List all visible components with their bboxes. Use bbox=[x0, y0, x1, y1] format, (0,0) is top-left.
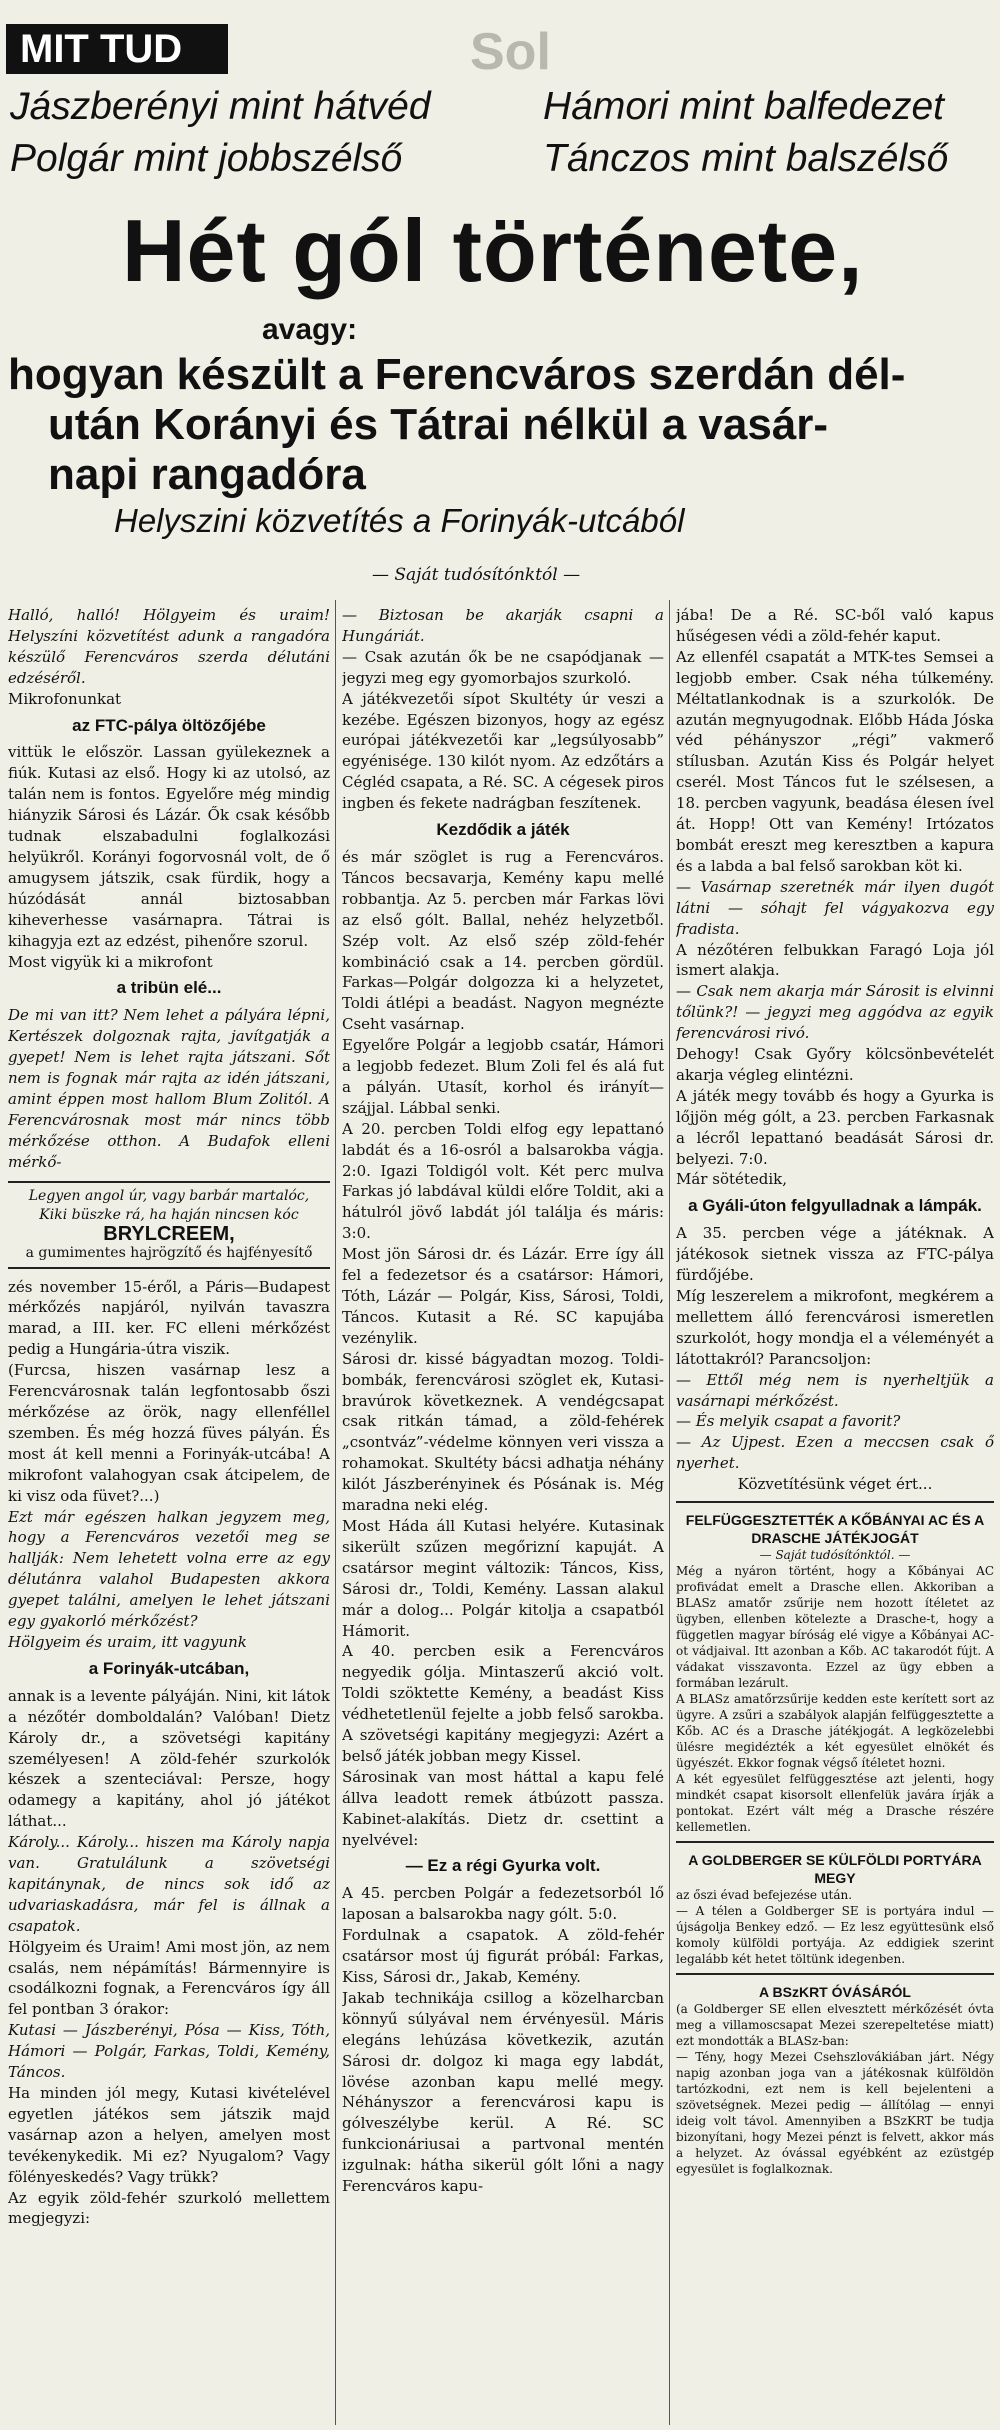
ad-line: Legyen angol úr, vagy barbár martalóc, bbox=[28, 1187, 310, 1204]
paragraph: Már sötétedik, bbox=[676, 1170, 788, 1189]
section-heading: a Gyáli-úton felgyulladnak a lámpák. bbox=[688, 1196, 982, 1216]
section-heading: a tribün elé... bbox=[116, 978, 222, 998]
paragraph: De mi van itt? Nem lehet a pályára lépni, Kertészek dolgoznak rajta, javítgatják a gyepet! Nem is lehet rajta játszani. Sőt nem is fognak már rajta az idén játszani, amint éppen most hallom Blum Zolitól. A Ferencvárosnak most már nincs több mérkőzése otthon. A Budafok elleni mérkő- bbox=[8, 1006, 330, 1171]
news-box-title: A BSzKRT ÓVÁSÁRÓL bbox=[759, 1984, 911, 2001]
paragraph: — Biztosan be akarják csapni a Hungáriát. bbox=[342, 606, 664, 645]
paragraph: — Ettől még nem is nyerheltjük a vasárnapi mérkőzést. bbox=[676, 1370, 994, 1410]
paragraph: Az egyik zöld-fehér szurkoló mellettem megjegyzi: bbox=[8, 2188, 330, 2228]
headline-avagy: avagy: bbox=[262, 313, 358, 346]
section-heading: Kezdődik a játék bbox=[436, 820, 570, 840]
brylcreem-advertisement bbox=[8, 1181, 330, 1269]
headline-subtitle bbox=[8, 350, 990, 500]
paragraph: A játék megy tovább és hogy a Gyurka is lőjjön még gólt, a 23. percben Farkasnak a lécről lepattanó beadását Sárosi dr. belyezi. 7:0. bbox=[676, 1086, 994, 1168]
subline-left-2: Polgár mint jobbszélső bbox=[10, 137, 403, 180]
paragraph: Hölgyeim és Uraim! Ami most jön, az nem csalás, nem népámítás! Bármennyire is csodálkozni fognak, a Ferencváros így áll fel pontban 3 órakor: bbox=[8, 1937, 330, 2019]
paragraph: annak is a levente pályáján. Nini, kit látok a nézőtér domboldalán? Valóban! Dietz Károly dr., a szövetségi kapitány személyesen! A zöld-fehér szurkolók készek a szenteciával: Persze, hogy odamegy a kapitány, ahol jó játékot láthat... bbox=[8, 1686, 330, 1831]
subtitle-line: hogyan készült a Ferencváros szerdán dél- bbox=[8, 350, 906, 399]
article-column-3 bbox=[676, 605, 994, 2420]
headline-title: Hét gól története, bbox=[122, 201, 864, 300]
news-box-title: A GOLDBERGER SE KÜLFÖLDI PORTYÁRA MEGY bbox=[688, 1852, 982, 1887]
section-heading: — Ez a régi Gyurka volt. bbox=[405, 1856, 601, 1876]
paragraph: Fordulnak a csapatok. A zöld-fehér csatársor most új figurát próbál: Farkas, Kiss, Sárosi dr., Jakab, Kemény. bbox=[342, 1926, 664, 1986]
paragraph: Közvetítésünk véget ért... bbox=[737, 1475, 933, 1494]
paragraph: Károly... Károly... hiszen ma Károly napja van. Gratulálunk a szövetségi kapitánynak, de nincs sok idő az udvariaskadásra, már fel is állnak a csapatok. bbox=[8, 1833, 330, 1935]
news-box-paragraph: az őszi évad befejezése után. bbox=[676, 1888, 853, 1903]
paragraph: A 40. percben esik a Ferencváros negyedik gólja. Mintaszerű akció volt. Toldi szöktette Kemény, a beadást Kiss védhetetlenül fejelte a jobb felső sarokba. A szövetségi kapitány megjegyzi: Azért a belső játék jobban megy Kissel. bbox=[342, 1642, 664, 1765]
paragraph: — Csak nem akarja már Sárosit is elvinni tőlünk?! — jegyzi meg aggódva az egyik ferencvárosi rivó. bbox=[676, 982, 994, 1043]
section-heading: a Forinyák-utcában, bbox=[88, 1658, 250, 1678]
column-divider bbox=[669, 600, 670, 2425]
subtitle-line: után Korányi és Tátrai nélkül a vasár- bbox=[48, 400, 829, 449]
subline-right-1: Hámori mint balfedezet bbox=[543, 85, 945, 128]
news-box-title: FELFÜGGESZTETTÉK A KŐBÁNYAI AC ÉS A DRASCHE JÁTÉKJOGÁT bbox=[685, 1512, 985, 1547]
news-box-paragraph: Még a nyáron történt, hogy a Kőbányai AC profivádat emelt a Drasche ellen. Akkoriban a BLASz amatőr zsűrije nem hozott ítéletet az ügyben, ellenben kötelezte a Drasche-t, hogy a független magyar bíróság elé vigye a Kőbányai AC-ot vádjaival. Itt azonban a Kőb. AC takarodót fújt. A vádakat visszavonta. Ezzel az ügy ebben a formában lezárult. bbox=[676, 1564, 994, 1691]
paragraph: A 20. percben Toldi elfog egy lepattanó labdát és a 16-osról a balsarokba vágja. 2:0. Igazi Toldigól volt. Két perc mulva Farkas jó labdával küldi előre Toldit, aki a hátulról jövő labdát jól találja és máris: 3:0. bbox=[342, 1119, 664, 1243]
news-box-byline: — Saját tudósítónktól. — bbox=[759, 1548, 911, 1563]
ad-brand: BRYLCREEM, bbox=[103, 1222, 235, 1245]
paragraph: Dehogy! Csak Győry kölcsönbevételét akarja végleg elintézni. bbox=[676, 1045, 994, 1084]
news-box-paragraph: — A télen a Goldberger SE is portyára indul — újságolja Benkey edző. — Ez lesz együttesünk első komoly külföldi portyája. Az eddigiek szerint legalább két hetet töltünk idegenben. bbox=[676, 1904, 994, 1967]
paragraph: Most Háda áll Kutasi helyére. Kutasinak sikerült szűzen megőrizní kapuját. A csatársor megint változik: Táncos, Kiss, Sárosi dr., Toldi, Kemény. Lassan alakul már a dolog... Polgár kitolja a csapatból Hámorit. bbox=[342, 1516, 664, 1640]
paragraph: vittük le először. Lassan gyülekeznek a fiúk. Kutasi az első. Hogy ki az utolsó, az talán nem is fontos. Egyelőre még mindig hiányzik Sárosi és Lázár. Ők csak később tudnak elszabadulni foglalkozási helyükről. Korányi fogorvosnál volt, de ő amugysem játszik, csak fürdik, hogy a húzódását annál biztosabban kiheverhesse vasárnapra. Tátrai is kihagyja ezt az edzést, pihenőre szorul. bbox=[8, 743, 330, 950]
paragraph: Halló, halló! Hölgyeim és uraim! Helyszíni közvetítést adunk a rangadóra készülő Ferencváros szerda délutáni edzéséről. bbox=[8, 606, 330, 687]
paragraph: Most vigyük ki a mikrofont bbox=[8, 952, 213, 971]
bleed-through-text: Sol bbox=[470, 23, 551, 81]
subline-left-1: Jászberényi mint hátvéd bbox=[10, 85, 431, 128]
ad-line: a gumimentes hajrögzítő és hajfényesítő bbox=[25, 1244, 313, 1261]
article-column-2 bbox=[342, 605, 664, 2420]
paragraph: A játékvezetői sípot Skultéty úr veszi a kezébe. Egészen bizonyos, hogy az egész európai játékvezetői kar „legsúlyosabb” egyénisége. 130 kilót nyom. Az edzőtárs a Cégléd csapata, a Ré. SC. A cégesek piros ingben és fekete nadrágban feszítenek. bbox=[342, 689, 664, 813]
news-box-paragraph: — Tény, hogy Mezei Csehszlovákiában járt. Négy napig azonban joga van a játékosnak külföldön tartózkodni, ezt nem is kell bejelenteni a szövetségnek. Mezei pedig — állítólag — ennyi ideig volt távol. Amennyiben a BSzKRT be tudja bizonyítani, hogy Mezei pénzt is felvett, akkor más a helyzet. Az óvással egyébként az ezüstgép egyesület is foglalkoznak. bbox=[676, 2050, 994, 2177]
subline-right-2: Tánczos mint balszélső bbox=[543, 137, 949, 180]
paragraph: — Vasárnap szeretnék már ilyen dugót látni — sóhajt fel vágyakozva egy fradista. bbox=[676, 877, 994, 938]
divider bbox=[676, 1501, 994, 1503]
paragraph: zés november 15-éről, a Páris—Budapest mérkőzés napjáról, nyilván tavaszra marad, a III. ker. FC elleni mérkőzést pedig a Hungária-útra viszik. bbox=[8, 1277, 330, 1359]
paragraph: Az ellenfél csapatát a MTK-tes Semsei a legjobb ember. Csak néha túlkemény. Méltatlankodnak is a szurkolók. De azután megnyugodnak. Előbb Háda Jóska véd péhányszor „régi” vakmerő stílusban. Azután Kiss és Polgár helyet cserél. Most Táncos fut le szélsesen, a 18. percben vagyunk, beadása élesen ível át. Hopp! Ott van Kemény! Irtózatos bombát ereszt meg keresztben a kapura és a labda a bal felső sarokban köt ki. bbox=[676, 647, 994, 875]
paragraph: Egyelőre Polgár a legjobb csatár, Hámori a legjobb fedezet. Blum Zoli fel és alá fut a pályán. Utasít, korhol és irányít— szájjal. Lábbal senki. bbox=[342, 1036, 664, 1117]
subtitle-line: napi rangadóra bbox=[48, 450, 366, 499]
article-column-1 bbox=[8, 605, 330, 2420]
section-heading: az FTC-pálya öltözőjébe bbox=[72, 715, 266, 735]
paragraph: — És melyik csapat a favorit? bbox=[676, 1412, 901, 1431]
kicker-label: MIT TUD bbox=[6, 24, 228, 74]
paragraph: (Furcsa, hiszen vasárnap lesz a Ferencvárosnak talán legfontosabb őszi mérkőzése az örök, nagy ellenféllel szemben. És még hozzá füves pályán. És most át kell menni a Forinyák-utcába! A mikrofont valahogyan csak átcipelem, de ki visz oda füvet?...) bbox=[8, 1361, 330, 1505]
paragraph: Mikrofonunkat bbox=[8, 689, 122, 708]
paragraph: A 45. percben Polgár a fedezetsorból lő laposan a balsarokba nagy gólt. 5:0. bbox=[342, 1884, 664, 1924]
byline: — Saját tudósítónktól — bbox=[372, 565, 581, 585]
report-location-line: Helyszini közvetítés a Forinyák-utcából bbox=[114, 502, 685, 539]
paragraph: Ezt már egészen halkan jegyzem meg, hogy a Ferencváros vezetői meg se hallják: Nem lehetett volna erre az egy délutánra valahol Budapesten akkora gyepet találni, amelyen le lehet játszani egy gyakorló mérkőzést? bbox=[8, 1507, 330, 1631]
paragraph: és már szöglet is rug a Ferencváros. Táncos becsavarja, Kemény kapu mellé robbantja. Az 5. percben már Farkas lövi az első gólt. Ballal, nehéz helyzetből. Szép volt. Az első szép zöld-fehér kombináció csak a 14. percben gördül. Farkas—Polgár dolgozza ki a helyzetet, Toldi átlépi a beadást. Nagyon megnézte Cseht vasárnap. bbox=[342, 847, 664, 1034]
news-box-paragraph: (a Goldberger SE ellen elvesztett mérkőzését óvta meg a villamoscsapat Mezei szerepeltetése miatt) ezt mondották a BLASz-ban: bbox=[676, 2002, 994, 2049]
paragraph: Jakab technikája csillog a közelharcban könnyű súlyával nem érvényesül. Máris elegáns lehúzása következik, azután Sárosi dr. dolgoz ki maga egy labdát, lövése azonban kapu mellé megy. Néhányszor a ferencvárosi kapu is gólveszélybe kerül. A Ré. SC funkcionáriusai a partvonal mentén izgulnak: hátha sikerül gólt lőni a nagy Ferencváros kapu- bbox=[342, 1988, 664, 2196]
paragraph: — Csak azután ők be ne csapódjanak — jegyzi meg egy gyomorbajos szurkoló. bbox=[342, 647, 664, 687]
paragraph: A nézőtéren felbukkan Faragó Loja jól ismert alakja. bbox=[676, 940, 994, 980]
paragraph: A 35. percben vége a játéknak. A játékosok sietnek vissza az FTC-pálya fürdőjébe. bbox=[676, 1224, 994, 1285]
paragraph: Míg leszerelem a mikrofont, megkérem a mellettem álló ferencvárosi ismeretlen szurkolót, hogy mondja el a véleményét a látottakról? Parancsoljon: bbox=[676, 1287, 994, 1368]
news-box-paragraph: A BLASz amatőrzsűrije kedden este kerített sort az ügyre. A zsűri a szabályok alapján felfüggesztette a Kőb. AC és a Drasche játékjogát. A legközelebbi ülésre megidézték a két egyesület elnökét és ügyészét. Ekkor fognak végső ítéletet hozni. bbox=[676, 1692, 994, 1771]
news-box-paragraph: A két egyesület felfüggesztése azt jelenti, hogy mindkét csapat kisorsolt ellenfelük javára írják a pontokat. Ezért vált még a Drasche részére kellemetlen. bbox=[676, 1772, 994, 1835]
paragraph: — Az Ujpest. Ezen a meccsen csak ő nyerhet. bbox=[676, 1433, 994, 1473]
lineup-paragraph: Kutasi — Jászberényi, Pósa — Kiss, Tóth, Hámori — Polgár, Farkas, Toldi, Kemény, Táncos. bbox=[8, 2021, 330, 2082]
column-divider bbox=[335, 600, 336, 2425]
ad-line: Kiki büszke rá, ha haján nincsen kóc bbox=[39, 1206, 299, 1223]
divider bbox=[676, 1973, 994, 1975]
paragraph: jába! De a Ré. SC-ből való kapus hűségesen védi a zöld-fehér kaput. bbox=[676, 606, 994, 645]
paragraph: Sárosi dr. kissé bágyadtan mozog. Toldi-bombák, ferencvárosi szöglet ek, Kutasi-bravúrok következnek. A vendégcsapat csak ritkán támad, a zöld-fehérek „csontváz”-védelme könnyen veri vissza a rohamokat. Skultéty bácsi adhatja néhány kilót Jászberényinek és Pósának is. Még maradna neki elég. bbox=[342, 1349, 664, 1515]
paragraph: Most jön Sárosi dr. és Lázár. Erre így áll fel a fedezetsor és a csatársor: Hámori, Tóth, Lázár — Polgár, Kiss, Sárosi, Toldi, Táncos. Kutasit a Ré. SC kapujába vezénylik. bbox=[342, 1245, 664, 1347]
paragraph: Sárosinak van most háttal a kapu felé állva leadott remek átbúzott passza. Kabinet-alakítás. Dietz dr. csettint a nyelvével: bbox=[342, 1767, 664, 1849]
divider bbox=[676, 1841, 994, 1843]
paragraph: Hölgyeim és uraim, itt vagyunk bbox=[8, 1632, 247, 1651]
paragraph: Ha minden jól megy, Kutasi kivételével egyetlen játékos sem játszik majd vasárnap azon a helyen, amelyen most tevékenykedik. Mi ez? Nyugalom? Vagy fölényeskedés? Vagy trükk? bbox=[8, 2084, 330, 2186]
